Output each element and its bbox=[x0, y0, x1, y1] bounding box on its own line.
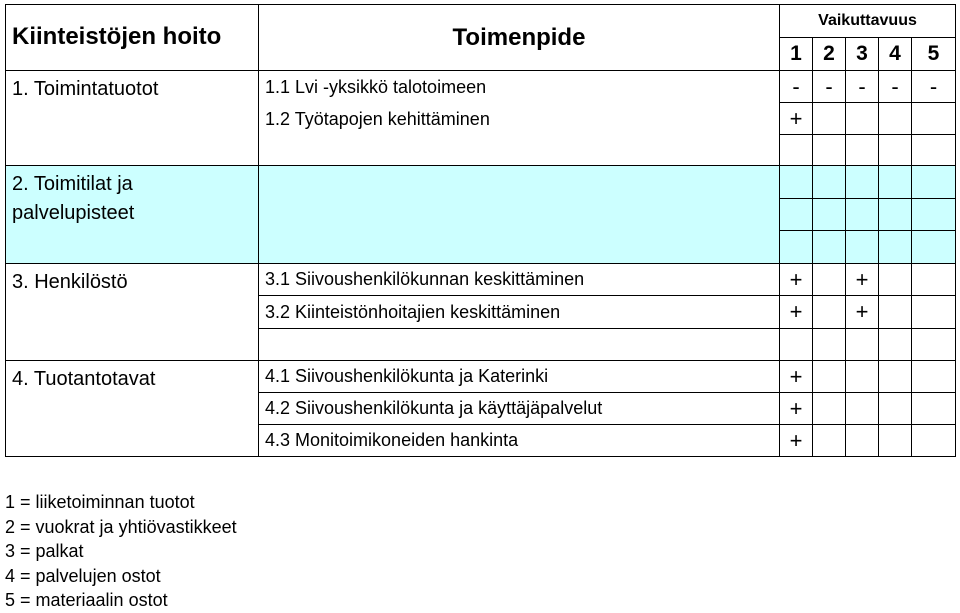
mark-cell bbox=[813, 166, 846, 199]
mark-cell bbox=[879, 296, 912, 329]
mark-cell: - bbox=[846, 71, 879, 103]
mark-cell bbox=[846, 425, 879, 457]
mark-cell bbox=[912, 231, 956, 264]
mark-cell bbox=[813, 296, 846, 329]
mark-cell bbox=[813, 264, 846, 296]
mark-cell: - bbox=[912, 71, 956, 103]
impact-scale-1: 1 bbox=[780, 38, 813, 71]
action-4-2: 4.2 Siivoushenkilökunta ja käyttäjäpalvelut bbox=[259, 393, 780, 425]
action-4-1: 4.1 Siivoushenkilökunta ja Katerinki bbox=[259, 361, 780, 393]
mark-cell bbox=[879, 199, 912, 231]
mark-cell bbox=[813, 329, 846, 361]
impact-scale-4: 4 bbox=[879, 38, 912, 71]
mark-cell bbox=[879, 393, 912, 425]
table-title: Kiinteistöjen hoito bbox=[6, 5, 259, 71]
mark-cell bbox=[912, 425, 956, 457]
action-4-3: 4.3 Monitoimikoneiden hankinta bbox=[259, 425, 780, 457]
mark-cell bbox=[912, 329, 956, 361]
mark-cell bbox=[879, 425, 912, 457]
mark-cell: - bbox=[813, 71, 846, 103]
mark-cell bbox=[912, 166, 956, 199]
mark-cell bbox=[846, 199, 879, 231]
mark-cell: + bbox=[846, 296, 879, 329]
mark-cell bbox=[879, 264, 912, 296]
table-row bbox=[6, 71, 956, 103]
table-row bbox=[6, 264, 956, 296]
mark-cell bbox=[780, 199, 813, 231]
category-toimintatuotot: 1. Toimintatuotot bbox=[6, 71, 259, 166]
mark-cell: + bbox=[780, 393, 813, 425]
category-tuotantotavat: 4. Tuotantotavat bbox=[6, 361, 259, 457]
impact-scale-3: 3 bbox=[846, 38, 879, 71]
mark-cell bbox=[813, 135, 846, 166]
table-row bbox=[6, 361, 956, 393]
mark-cell bbox=[813, 425, 846, 457]
mark-cell bbox=[780, 135, 813, 166]
legend-item: 3 = palkat bbox=[5, 541, 84, 561]
impact-scale-5: 5 bbox=[912, 38, 956, 71]
mark-cell: - bbox=[879, 71, 912, 103]
mark-cell bbox=[912, 264, 956, 296]
mark-cell bbox=[912, 393, 956, 425]
impact-column-header: Vaikuttavuus bbox=[780, 5, 956, 38]
mark-cell bbox=[780, 166, 813, 199]
impact-scale-2: 2 bbox=[813, 38, 846, 71]
mark-cell: - bbox=[780, 71, 813, 103]
table-row bbox=[6, 166, 956, 199]
legend-item: 4 = palvelujen ostot bbox=[5, 565, 161, 586]
mark-cell bbox=[846, 361, 879, 393]
mark-cell bbox=[813, 393, 846, 425]
mark-cell bbox=[846, 393, 879, 425]
action-3-2: 3.2 Kiinteistönhoitajien keskittäminen bbox=[259, 296, 780, 329]
action-cell-empty bbox=[259, 166, 780, 264]
mark-cell bbox=[912, 135, 956, 166]
mark-cell bbox=[813, 361, 846, 393]
mark-cell bbox=[846, 103, 879, 135]
category-henkilosto: 3. Henkilöstö bbox=[6, 264, 259, 361]
mark-cell bbox=[879, 166, 912, 199]
mark-cell bbox=[846, 166, 879, 199]
mark-cell: + bbox=[780, 103, 813, 135]
mark-cell bbox=[912, 361, 956, 393]
mark-cell bbox=[780, 231, 813, 264]
legend-item: 1 = liiketoiminnan tuotot bbox=[5, 492, 195, 512]
mark-cell bbox=[813, 199, 846, 231]
mark-cell: + bbox=[846, 264, 879, 296]
mark-cell: + bbox=[780, 264, 813, 296]
mark-cell bbox=[780, 329, 813, 361]
action-column-header: Toimenpide bbox=[259, 5, 780, 71]
mark-cell bbox=[879, 329, 912, 361]
mark-cell bbox=[813, 103, 846, 135]
category-toimitilat: 2. Toimitilat ja palvelupisteet bbox=[6, 166, 259, 264]
mark-cell bbox=[846, 135, 879, 166]
mark-cell: + bbox=[780, 425, 813, 457]
legend bbox=[5, 490, 237, 613]
action-1-1: 1.1 Lvi -yksikkö talotoimeen bbox=[265, 77, 487, 97]
mark-cell bbox=[879, 135, 912, 166]
mark-cell bbox=[846, 329, 879, 361]
mark-cell: + bbox=[780, 296, 813, 329]
legend-item: 5 = materiaalin ostot bbox=[5, 590, 168, 610]
mark-cell bbox=[912, 199, 956, 231]
mark-cell bbox=[879, 231, 912, 264]
mark-cell bbox=[879, 361, 912, 393]
mark-cell: + bbox=[780, 361, 813, 393]
action-3-1: 3.1 Siivoushenkilökunnan keskittäminen bbox=[259, 264, 780, 296]
mark-cell bbox=[813, 231, 846, 264]
legend-item: 2 = vuokrat ja yhtiövastikkeet bbox=[5, 516, 237, 537]
mark-cell bbox=[846, 231, 879, 264]
impact-table bbox=[5, 4, 956, 457]
mark-cell bbox=[912, 103, 956, 135]
action-cell-empty bbox=[259, 329, 780, 361]
mark-cell bbox=[912, 296, 956, 329]
action-1-2: 1.2 Työtapojen kehittäminen bbox=[265, 109, 490, 129]
mark-cell bbox=[879, 103, 912, 135]
